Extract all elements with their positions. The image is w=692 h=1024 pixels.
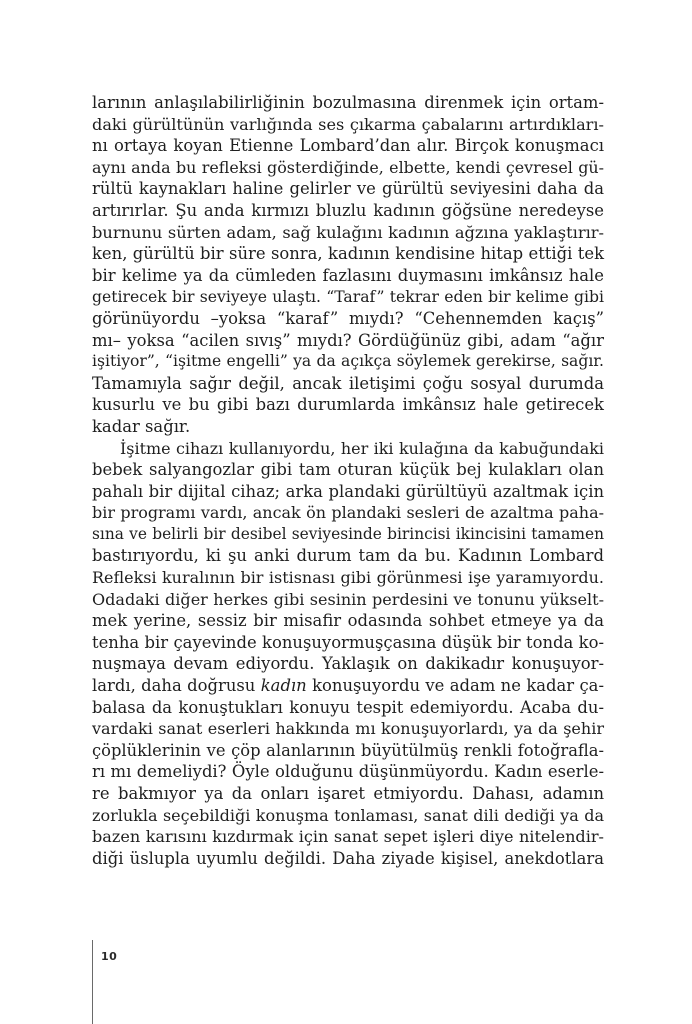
text-line: tenha bir çayevinde konuşuyormuşçasına düşük bir tonda ko- <box>92 632 604 652</box>
text-line: pahalı bir dijital cihaz; arka plandaki gürültüyü azaltmak için <box>92 481 604 501</box>
text-line: sına ve belirli bir desibel seviyesinde birincisi ikincisini tamamen <box>92 524 604 543</box>
text-line: larının anlaşılabilirliğinin bozulmasına direnmek için ortam- <box>92 93 604 112</box>
text-line: Refleksi kuralının bir istisnası gibi görünmesi işe yaramıyordu. <box>92 568 604 588</box>
text-line: vardaki sanat eserleri hakkında mı konuşuyorlardı, ya da şehir <box>92 719 604 739</box>
text-line: İşitme cihazı kullanıyordu, her iki kulağına da kabuğundaki <box>120 438 604 458</box>
text-line: Odadaki diğer herkes gibi sesinin perdesini ve tonunu yükselt- <box>92 589 604 609</box>
text-fragment: konuşuyordu ve adam ne kadar ça- <box>306 676 604 696</box>
text-line: bazen karısını kızdırmak için sanat sepet işleri diye nitelendir- <box>92 827 604 847</box>
body-text <box>92 92 604 869</box>
text-fragment: lardı, daha doğrusu <box>92 676 261 696</box>
text-line: burnunu sürten adam, sağ kulağını kadının ağzına yaklaştırır- <box>92 222 604 242</box>
text-line: mek yerine, sessiz bir misafir odasında sohbet etmeye ya da <box>92 611 604 631</box>
text-line: bir kelime ya da cümleden fazlasını duymasını imkânsız hale <box>92 265 604 285</box>
text-line: kusurlu ve bu gibi bazı durumlarda imkânsız hale getirecek <box>92 395 604 415</box>
page-number: 10 <box>101 950 118 963</box>
text-line: bebek salyangozlar gibi tam oturan küçük bej kulakları olan <box>92 460 604 480</box>
text-line: Tamamıyla sağır değil, ancak iletişimi çoğu sosyal durumda <box>92 373 604 393</box>
text-line: kadar sağır. <box>92 416 191 436</box>
text-line: re bakmıyor ya da onları işaret etmiyordu. Dahası, adamın <box>92 784 604 803</box>
text-line: işitiyor”, “işitme engelli” ya da açıkça söylemek gerekirse, sağır. <box>92 352 604 371</box>
text-line: daki gürültünün varlığında ses çıkarma çabalarını artırdıkları- <box>92 114 604 134</box>
text-line: bastırıyordu, ki şu anki durum tam da bu. Kadının Lombard <box>92 546 604 566</box>
text-line: mı– yoksa “acilen sıvış” mıydı? Gördüğünüz gibi, adam “ağır <box>92 330 604 350</box>
text-line: görünüyordu –yoksa “karaf” mıydı? “Cehennemden kaçış” <box>92 308 604 328</box>
folio-rule <box>92 940 93 1024</box>
text-line: nuşmaya devam ediyordu. Yaklaşık on dakikadır konuşuyor- <box>92 654 604 674</box>
italic-word: kadın <box>260 676 307 696</box>
text-line: artırırlar. Şu anda kırmızı bluzlu kadının göğsüne neredeyse <box>92 200 604 220</box>
text-line: getirecek bir seviyeye ulaştı. “Taraf” tekrar eden bir kelime gibi <box>92 287 604 307</box>
text-line: rı mı demeliydi? Öyle olduğunu düşünmüyordu. Kadın eserle- <box>92 762 604 782</box>
text-line: çöplüklerinin ve çöp alanlarının büyütülmüş renkli fotoğrafla- <box>92 740 604 760</box>
text-line <box>92 675 604 697</box>
text-line: ken, gürültü bir süre sonra, kadının kendisine hitap ettiği tek <box>92 244 604 264</box>
text-line: bir programı vardı, ancak ön plandaki sesleri de azaltma paha- <box>92 503 604 523</box>
text-line: aynı anda bu refleksi gösterdiğinde, elbette, kendi çevresel gü- <box>92 157 604 177</box>
text-line: nı ortaya koyan Etienne Lombard’dan alır. Birçok konuşmacı <box>92 136 604 156</box>
text-line: balasa da konuştukları konuyu tespit edemiyordu. Acaba du- <box>92 697 604 717</box>
text-line: diği üslupla uyumlu değildi. Daha ziyade kişisel, anekdotlara <box>92 848 604 868</box>
text-line: rültü kaynakları haline gelirler ve gürültü seviyesini daha da <box>92 179 604 199</box>
text-line: zorlukla seçebildiği konuşma tonlaması, sanat dili dediği ya da <box>92 805 604 825</box>
